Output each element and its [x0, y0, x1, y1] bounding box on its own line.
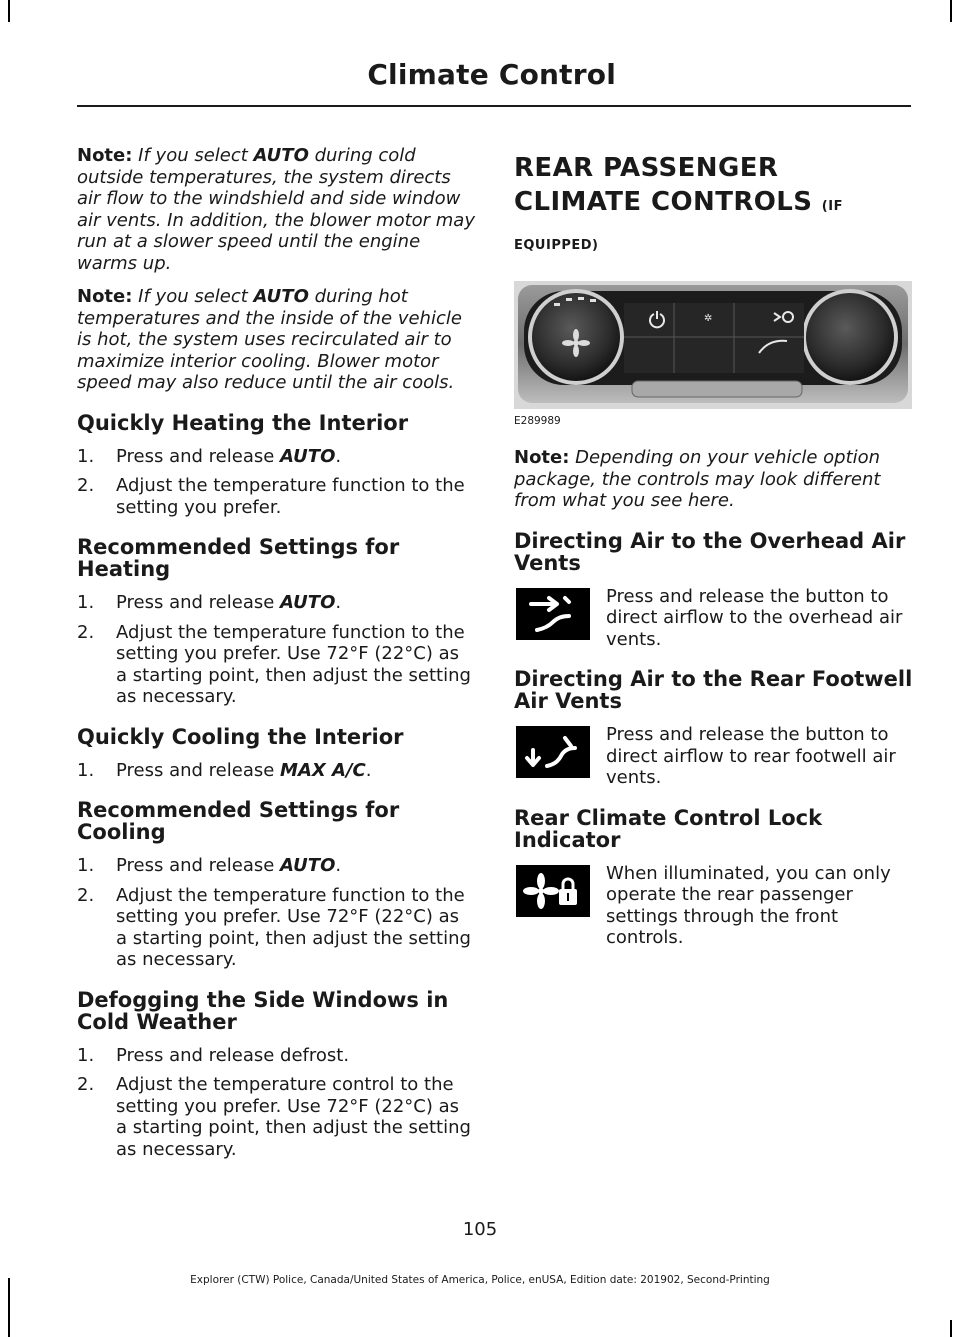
note-auto-cold: Note: If you select AUTO during cold outside temperatures, the system directs air flow to the windshield and side window air vents. In addition, the blower motor may run at a slower speed until the engine warms up. [77, 145, 475, 274]
note-auto-hot: Note: If you select AUTO during hot temperatures and the inside of the vehicle is hot, the system uses recirculated air to maximize interior cooling. Blower motor speed may also reduce until the air cools. [77, 286, 462, 393]
list-item: 1. Press and release AUTO. [77, 855, 342, 876]
heading-lock-indicator: Rear Climate Control Lock Indicator [514, 805, 823, 852]
footwell-vents-text: Press and release the button to direct airflow to rear footwell air vents. [606, 724, 896, 788]
heading-quick-heating: Quickly Heating the Interior [77, 410, 409, 435]
crop-mark-bottom-left [8, 1278, 10, 1337]
heading-defogging: Defogging the Side Windows in Cold Weather [77, 987, 449, 1034]
left-column [77, 145, 475, 1172]
list-item: 1. Press and release defrost. [77, 1044, 350, 1066]
heading-footwell-vents: Directing Air to the Rear Footwell Air Vents [514, 667, 913, 713]
lock-indicator-block [514, 863, 914, 949]
crop-mark-bottom-right [950, 1320, 952, 1337]
lock-indicator-text: When illuminated, you can only operate the rear passenger settings through the front controls. [606, 862, 891, 948]
right-column [514, 145, 914, 961]
list-item: 1. Press and release MAX A/C. [77, 759, 372, 781]
heading-quick-cooling: Quickly Cooling the Interior [77, 724, 404, 749]
steps-defogging [77, 1045, 475, 1161]
list-item: 2. Adjust the temperature function to the setting you prefer. Use 72°F (22°C) as a starting point, then adjust the setting as necessary. [77, 884, 471, 970]
list-item: 2. Adjust the temperature control to the setting you prefer. Use 72°F (22°C) as a starting point, then adjust the setting as necessary. [77, 1074, 471, 1160]
crop-mark-top-left [8, 0, 10, 22]
heading-recommended-heating: Recommended Settings for Heating [77, 535, 400, 581]
fan-lock-glyph: ✲ [704, 313, 713, 324]
list-item: 1. Press and release AUTO. [77, 592, 342, 613]
overhead-vent-icon [516, 588, 590, 640]
panel-svg [514, 281, 912, 409]
heading-recommended-cooling: Recommended Settings for Cooling [77, 798, 400, 844]
rear-climate-panel-illustration [514, 281, 912, 409]
steps-quick-cooling [77, 760, 475, 782]
footwell-vents-block [514, 724, 914, 789]
page-title: Climate Control [367, 58, 616, 91]
steps-recommended-heating [77, 592, 475, 708]
list-item: 2. Adjust the temperature function to the setting you prefer. [77, 475, 465, 518]
header-divider [77, 105, 911, 107]
overhead-vents-block [514, 586, 914, 651]
note-variations: Note: Depending on your vehicle option package, the controls may look different from what you see here. [514, 447, 881, 511]
fan-lock-icon [516, 865, 590, 917]
list-item: 1. Press and release AUTO. [77, 445, 342, 467]
overhead-vents-text: Press and release the button to direct airflow to the overhead air vents. [606, 585, 903, 650]
figure-id: E289989 [514, 415, 561, 427]
section-title: REAR PASSENGER CLIMATE CONTROLS (IF EQUIPPED) [514, 153, 843, 253]
steps-recommended-cooling [77, 855, 475, 971]
crop-mark-top-right [950, 0, 952, 22]
edition-line: Explorer (CTW) Police, Canada/United States of America, Police, enUSA, Edition date: 201902, Second-Printing [190, 1274, 770, 1286]
page-number: 105 [462, 1219, 498, 1240]
steps-quick-heating [77, 446, 475, 519]
heading-overhead-vents: Directing Air to the Overhead Air Vents [514, 528, 906, 575]
footwell-vent-icon [516, 726, 590, 778]
list-item: 2. Adjust the temperature function to the setting you prefer. Use 72°F (22°C) as a starting point, then adjust the setting as necessary. [77, 621, 471, 707]
